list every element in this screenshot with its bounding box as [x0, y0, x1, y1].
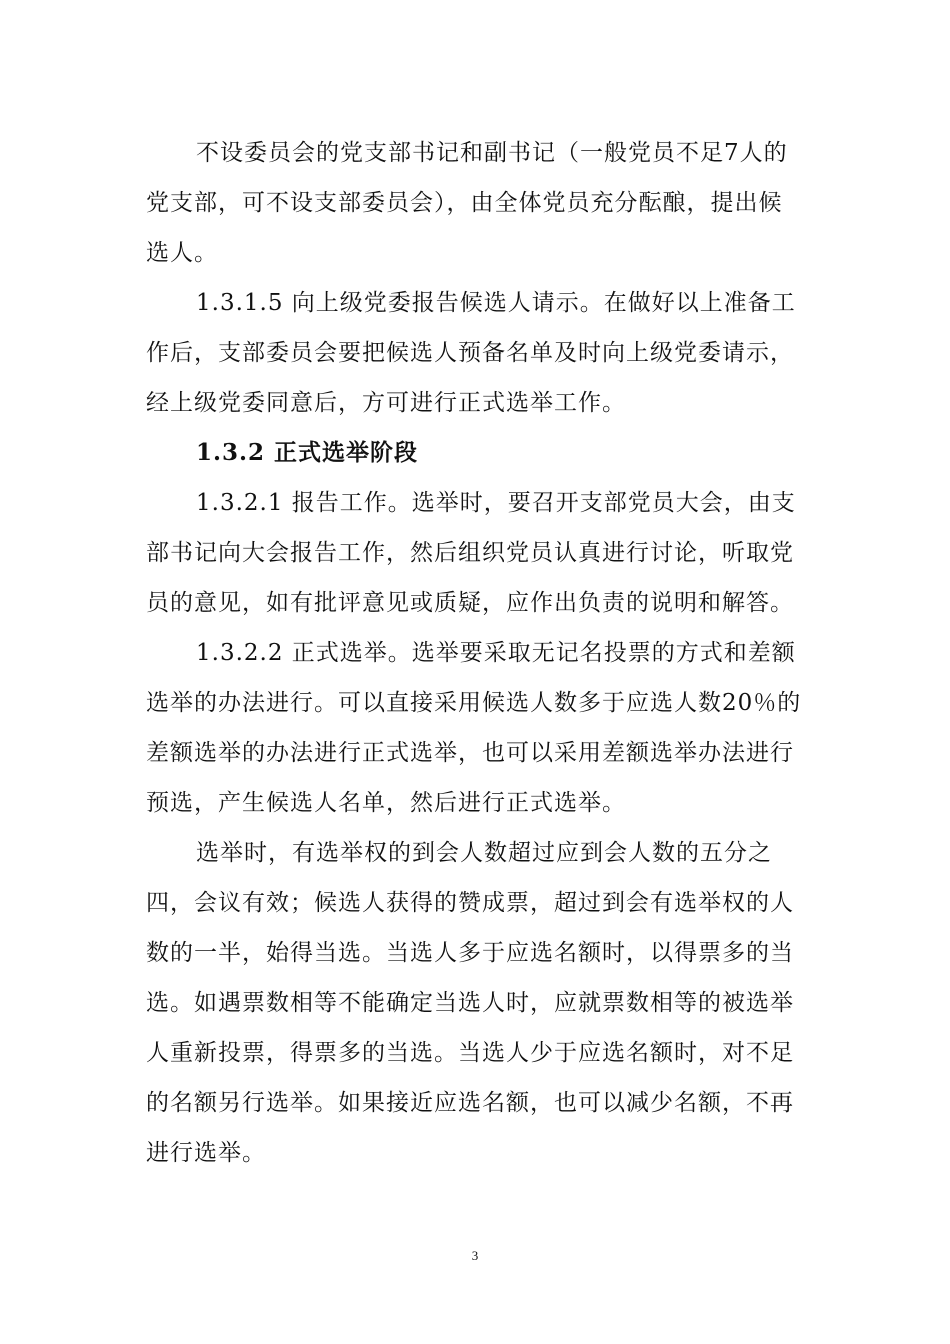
document-body — [146, 128, 806, 1178]
paragraph-report-candidates: 1.3.1.5 向上级党委报告候选人请示。在做好以上准备工作后，支部委员会要把候选人预备名单及时向上级党委请示，经上级党委同意后，方可进行正式选举工作。 — [146, 290, 796, 416]
page-number: 3 — [471, 1248, 479, 1263]
section-heading-formal-election: 1.3.2 正式选举阶段 — [196, 439, 419, 466]
paragraph-formal-election: 1.3.2.2 正式选举。选举要采取无记名投票的方式和差额选举的办法进行。可以直接采用候选人数多于应选人数20％的差额选举的办法进行正式选举，也可以采用差额选举办法进行预选，产生候选人名单，然后进行正式选举。 — [146, 640, 802, 816]
paragraph-candidates-no-committee: 不设委员会的党支部书记和副书记（一般党员不足7人的党支部，可不设支部委员会），由全体党员充分酝酿，提出候选人。 — [146, 140, 788, 266]
paragraph-report-work: 1.3.2.1 报告工作。选举时，要召开支部党员大会，由支部书记向大会报告工作，然后组织党员认真进行讨论，听取党员的意见，如有批评意见或质疑，应作出负责的说明和解答。 — [146, 490, 796, 616]
paragraph-election-rules: 选举时，有选举权的到会人数超过应到会人数的五分之四，会议有效；候选人获得的赞成票，超过到会有选举权的人数的一半，始得当选。当选人多于应选名额时，以得票多的当选。如遇票数相等不能确定当选人时，应就票数相等的被选举人重新投票，得票多的当选。当选人少于应选名额时，对不足的名额另行选举。如果接近应选名额，也可以减少名额，不再进行选举。 — [146, 840, 794, 1166]
